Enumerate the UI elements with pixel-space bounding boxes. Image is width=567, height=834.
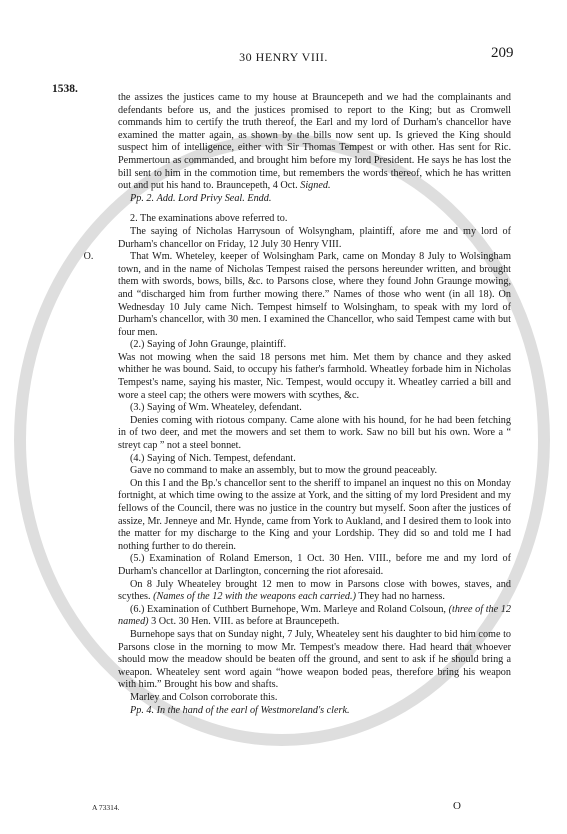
print-code: A 73314. bbox=[92, 803, 120, 812]
running-title: 30 HENRY VIII. bbox=[239, 50, 328, 64]
page-body bbox=[118, 92, 511, 717]
record-office-marginal: R. O. bbox=[72, 251, 94, 262]
paragraph: That Wm. Wheteley, keeper of Wolsingham Park, came on Monday 8 July to Wolsingham town, and in the name of Nicholas Tempest raised the persons hereunder written, and brought them with swords, bows, bills, &c. to Parsons close, where they found John Graunge mowing, and “discharged him from further mowing there.” Names of those who went (in all 18). On Wednesday 10 July came Nich. Tempest himself to Wolsingham, to speak with my lord of Durham's chancellor, with 30 men. I examined the Chancellor, who said Tempest came with but four men. bbox=[118, 251, 511, 338]
year-marginal: 1538. bbox=[52, 83, 78, 95]
paragraph: (6.) Examination of Cuthbert Burnehope, Wm. Marleye and Roland Colsoun, (three of the 12 named) 3 Oct. 30 Hen. VIII. as before at Brauncepeth. bbox=[118, 603, 511, 628]
paragraph: (5.) Examination of Roland Emerson, 1 Oct. 30 Hen. VIII., before me and my lord of Durham's chancellor at Darlington, concerning the riot aforesaid. bbox=[118, 553, 511, 577]
paragraph: (3.) Saying of Wm. Wheateley, defendant. bbox=[130, 402, 302, 414]
page-number: 209 bbox=[491, 45, 514, 61]
paragraph: Was not mowing when the said 18 persons met him. Met them by chance and they asked whither he was bound. Said, to occupy his father's farmhold. Wheatley forbade him in Nicholas Tempest's name, saying his master, Nic. Tempest, would occupy it. Wheatley carried a bill and wore a steel cap; the others were mowers with scythes, &c. bbox=[118, 351, 511, 401]
paragraph: 2. The examinations above referred to. bbox=[130, 213, 288, 225]
paragraph: Burnehope says that on Sunday night, 7 July, Wheateley sent his daughter to bid him come to Parsons close in the morning to mow Mr. Tempest's meadow there. Had heard that whoever should mow the meadow should be beaten off the ground, and sent to ask if he should bring a weapon. Wheateley sent word again “howe weapon boded peas, therefore bring his weapon with him.” Brought his bow and shafts. bbox=[118, 628, 511, 691]
signature-mark: O bbox=[453, 800, 461, 812]
paragraph: The saying of Nicholas Harrysoun of Wolsyngham, plaintiff, afore me and my lord of Durham's chancellor on Friday, 12 July 30 Henry VIII. bbox=[118, 225, 511, 250]
paragraph: On 8 July Wheateley brought 12 men to mow in Parsons close with bowes, staves, and scythes. (Names of the 12 with the weapons each carried.) They had no harness. bbox=[118, 578, 511, 603]
note-pages: Pp. 4. In the hand of the earl of Westmoreland's clerk. bbox=[130, 704, 350, 716]
paragraph: (2.) Saying of John Graunge, plaintiff. bbox=[130, 339, 286, 351]
paragraph: Gave no command to make an assembly, but to mow the ground peaceably. bbox=[130, 465, 438, 477]
paragraph: Marley and Colson corroborate this. bbox=[130, 691, 278, 703]
paragraph: the assizes the justices came to my house at Brauncepeth and we had the complainants and defendants before us, and the justices promised to report to the King; but as Cromwell commands him to certify the truth thereof, the Earl and my lord of Durham's chancellor have examined the matter again, as shown by the bills now sent up. Is grieved the King should suspect him of intelligence, either with Sir Thomas Tempest or with other. Has sent for Ric. Pemmertoun as commanded, and brought him before my lord President. He says he has lost the bill sent to him in the commotion time, but remembers the words thereof, which he has written out and put his hand to. Brauncepeth, 4 Oct. Signed. bbox=[118, 92, 511, 192]
paragraph: On this I and the Bp.'s chancellor sent to the sheriff to impanel an inquest no this on Monday fortnight, at which time owing to the assize at York, and the sitting of my lord President and my fellows of the Council, there was no justice in the country but myself. Soon after the justices of assize, Mr. Jenneye and Mr. Hynde, came from York to Aukland, and I desired them to look into the matter for my discharge to the King and your Lordship. They did so and told me I had nothing further to do therein. bbox=[118, 477, 511, 552]
paragraph: (4.) Saying of Nich. Tempest, defendant. bbox=[130, 452, 296, 464]
paragraph: Denies coming with riotous company. Came alone with his hound, for he had been fetching in of two deer, and met the mowers and set them to work. Saw no bill but his own. Wore a “ streyt cap ” not a steel bonnet. bbox=[118, 414, 511, 452]
note-pages: Pp. 2. Add. Lord Privy Seal. Endd. bbox=[130, 192, 272, 204]
